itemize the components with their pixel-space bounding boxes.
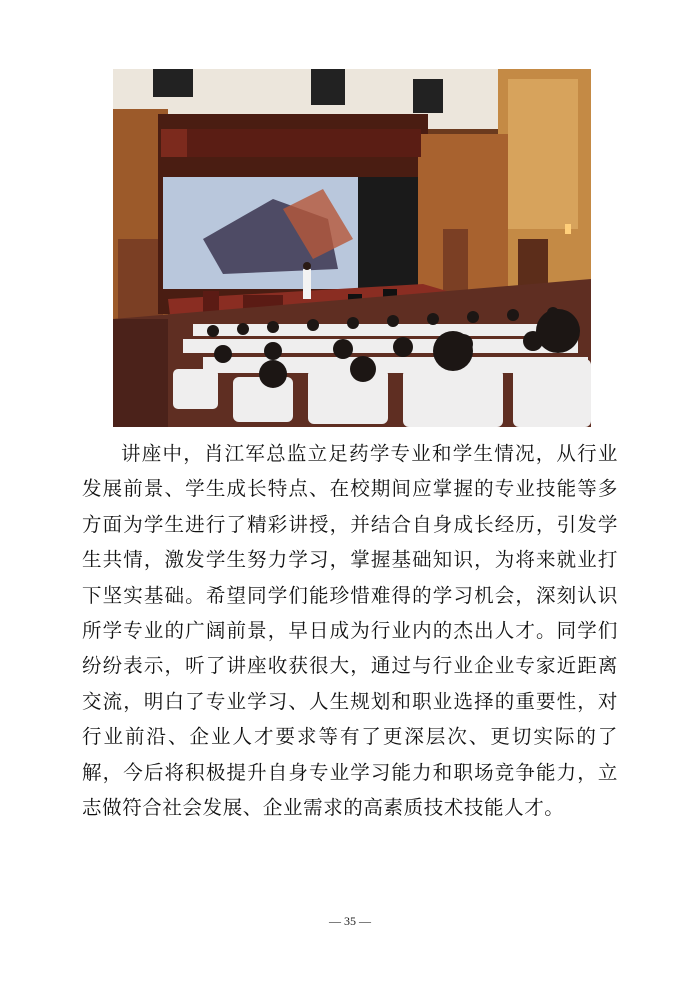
right-wall-panel	[508, 79, 578, 229]
ceiling-light	[311, 69, 345, 105]
speaker-figure	[303, 269, 311, 299]
paragraph: 讲座中，肖江军总监立足药学专业和学生情况，从行业发展前景、学生成长特点、在校期间应掌握的专业技能等多方面为学生进行了精彩讲授，并结合自身成长经历，引发学生共情，激发学生努力学习，掌握基础知识，为将来就业打下坚实基础。希望同学们能珍惜难得的学习机会，深刻认识所学专业的广阔前景，早日成为行业内的杰出人才。同学们纷纷表示，听了讲座收获很大，通过与行业企业专家近距离交流，明白了专业学习、人生规划和职业选择的重要性，对行业前沿、企业人才要求等有了更深层次、更切实际的了解，今后将积极提升自身专业学习能力和职场竞争能力，立志做符合社会发展、企业需求的高素质技术技能人才。	[82, 442, 618, 820]
side-door	[443, 229, 468, 299]
ceiling-light	[153, 69, 193, 97]
left-aisle	[113, 319, 168, 427]
wall-lamp	[565, 224, 571, 234]
lecture-hall-illustration	[113, 69, 591, 427]
banner-side	[161, 129, 187, 157]
stage-curtain	[358, 177, 418, 292]
ceiling-light	[413, 79, 443, 113]
lecture-hall-photo	[113, 69, 591, 427]
banner	[161, 129, 421, 157]
speaker-head	[303, 262, 311, 270]
page-number: — 35 —	[329, 914, 371, 928]
article-body	[82, 436, 618, 825]
